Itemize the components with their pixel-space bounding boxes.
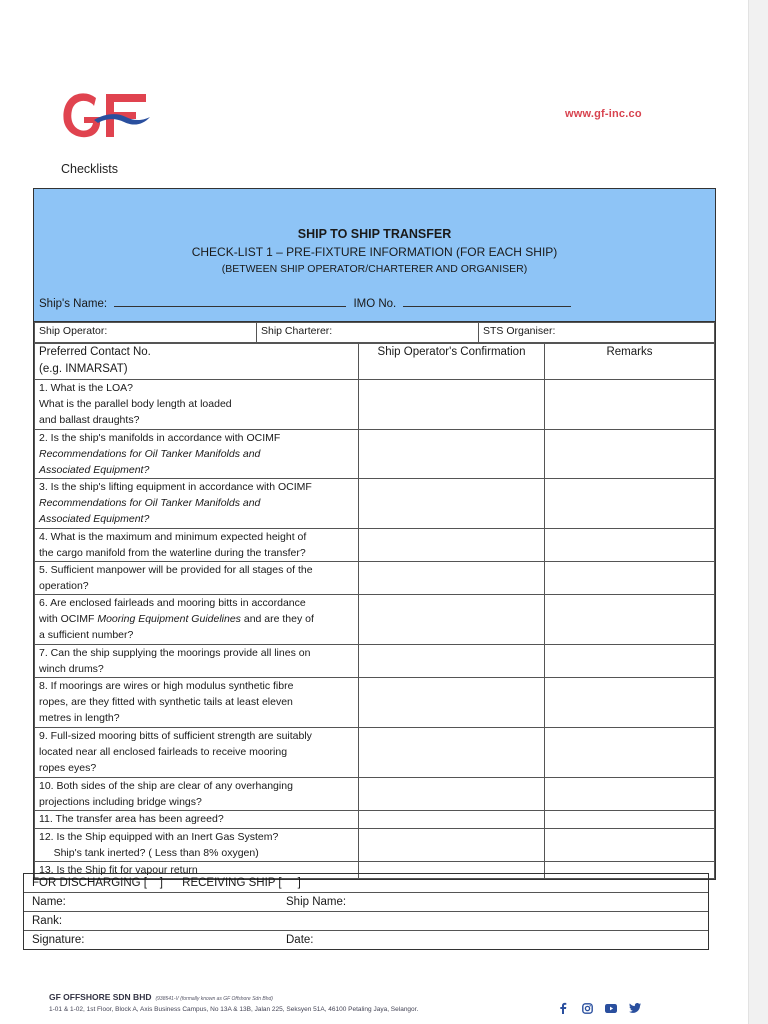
question-8 [35, 678, 359, 728]
question-text: 4. What is the maximum and minimum expected height of [39, 531, 307, 543]
question-text-italic: Recommendations for Oil Tanker Manifolds and [39, 497, 261, 509]
remarks-cell[interactable] [545, 678, 715, 728]
ship-charterer-label: Ship Charterer: [261, 325, 333, 337]
question-11 [35, 811, 359, 829]
remarks-cell[interactable] [545, 430, 715, 479]
ship-charterer-field[interactable] [257, 323, 479, 343]
discharge-receive-row[interactable] [24, 873, 708, 892]
question-3 [35, 479, 359, 529]
question-text: 1. What is the LOA? [39, 382, 133, 394]
question-text: 11. The transfer area has been agreed? [39, 813, 224, 825]
contact-label: Preferred Contact No. [39, 346, 151, 358]
question-text: 10. Both sides of the ship are clear of any overhanging [39, 780, 293, 792]
imo-field[interactable] [403, 295, 571, 307]
company-note: (938541-V (formally known as GF Offshore Sdn Bhd) [155, 996, 273, 1002]
question-row [35, 479, 715, 529]
signature-label: Signature: [32, 934, 85, 946]
question-text [39, 611, 354, 627]
question-row [35, 645, 715, 678]
ship-operator-field[interactable] [35, 323, 257, 343]
question-row [35, 430, 715, 479]
confirmation-cell[interactable] [359, 430, 545, 479]
question-text: winch drums? [39, 663, 104, 675]
question-row [35, 380, 715, 430]
question-row [35, 595, 715, 645]
form-header [34, 189, 715, 322]
question-row [35, 562, 715, 595]
remarks-cell[interactable] [545, 595, 715, 645]
remarks-cell[interactable] [545, 829, 715, 862]
sts-organiser-field[interactable] [479, 323, 715, 343]
discharge-receive-label: FOR DISCHARGING [ ] RECEIVING SHIP [ ] [32, 877, 301, 889]
question-text-italic: Mooring Equipment Guidelines [97, 613, 241, 625]
question-6 [35, 595, 359, 645]
question-row [35, 728, 715, 778]
company-name: GF OFFSHORE SDN BHD [49, 992, 152, 1002]
remarks-cell[interactable] [545, 728, 715, 778]
signature-row[interactable] [24, 930, 708, 949]
question-10 [35, 778, 359, 811]
social-links [556, 1001, 642, 1015]
question-text: and ballast draughts? [39, 414, 140, 426]
question-text: 2. Is the ship's manifolds in accordance with OCIMF [39, 432, 281, 444]
question-text-italic: Associated Equipment? [39, 513, 150, 525]
question-text: 8. If moorings are wires or high modulus synthetic fibre [39, 680, 294, 692]
page-edge [748, 0, 768, 1024]
remarks-cell[interactable] [545, 811, 715, 829]
youtube-icon[interactable] [604, 1001, 618, 1015]
question-text: operation? [39, 580, 89, 592]
remarks-cell[interactable] [545, 778, 715, 811]
question-text: with OCIMF [39, 613, 98, 625]
question-text: the cargo manifold from the waterline during the transfer? [39, 547, 306, 559]
form-title: SHIP TO SHIP TRANSFER [297, 227, 452, 241]
question-text-italic: Associated Equipment? [39, 464, 150, 476]
confirmation-cell[interactable] [359, 645, 545, 678]
footer-address: 1-01 & 1-02, 1st Floor, Block A, Axis Business Campus, No 13A & 13B, Jalan 225, Seksyen 51A, 46100 Petaling Jaya, Selangor. [49, 1006, 419, 1013]
name-row[interactable] [24, 892, 708, 911]
confirmation-header: Ship Operator's Confirmation [359, 344, 545, 380]
contact-cell[interactable] [35, 344, 359, 380]
confirmation-cell[interactable] [359, 728, 545, 778]
question-text: ropes eyes? [39, 762, 97, 774]
remarks-cell[interactable] [545, 380, 715, 430]
confirmation-cell[interactable] [359, 479, 545, 529]
question-text: 5. Sufficient manpower will be provided for all stages of the [39, 564, 313, 576]
question-text: 9. Full-sized mooring bitts of sufficient strength are suitably [39, 730, 312, 742]
confirmation-cell[interactable] [359, 529, 545, 562]
confirmation-cell[interactable] [359, 678, 545, 728]
contact-example: (e.g. INMARSAT) [39, 363, 128, 375]
parties-table [34, 322, 715, 343]
instagram-icon[interactable] [580, 1001, 594, 1015]
question-text: ropes, are they fitted with synthetic tails at least eleven [39, 696, 293, 708]
signoff-block [23, 873, 709, 950]
remarks-cell[interactable] [545, 645, 715, 678]
sts-organiser-label: STS Organiser: [483, 325, 556, 337]
question-text: Ship's tank inerted? ( Less than 8% oxygen) [39, 847, 259, 859]
question-text: 3. Is the ship's lifting equipment in accordance with OCIMF [39, 481, 312, 493]
gf-logo [60, 90, 152, 142]
remarks-cell[interactable] [545, 562, 715, 595]
confirmation-cell[interactable] [359, 562, 545, 595]
remarks-cell[interactable] [545, 529, 715, 562]
question-text: a sufficient number? [39, 629, 134, 641]
checklist-form [33, 188, 716, 880]
question-text: 12. Is the Ship equipped with an Inert Gas System? [39, 831, 279, 843]
name-label: Name: [32, 896, 66, 908]
question-row [35, 829, 715, 862]
question-9 [35, 728, 359, 778]
question-row [35, 811, 715, 829]
remarks-header: Remarks [545, 344, 715, 380]
question-row [35, 678, 715, 728]
question-text: 6. Are enclosed fairleads and mooring bitts in accordance [39, 597, 306, 609]
confirmation-cell[interactable] [359, 811, 545, 829]
question-text-italic: Recommendations for Oil Tanker Manifolds and [39, 448, 261, 460]
question-row [35, 778, 715, 811]
question-text: and are they of [240, 613, 314, 625]
ship-operator-label: Ship Operator: [39, 325, 108, 337]
question-4 [35, 529, 359, 562]
question-text: metres in length? [39, 712, 120, 724]
ship-name-label-bottom: Ship Name: [286, 896, 347, 908]
twitter-icon[interactable] [628, 1001, 642, 1015]
rank-row[interactable] [24, 911, 708, 930]
imo-label: IMO No. [353, 298, 397, 310]
confirmation-cell[interactable] [359, 829, 545, 862]
question-row [35, 529, 715, 562]
confirmation-cell[interactable] [359, 778, 545, 811]
question-text: 7. Can the ship supplying the moorings provide all lines on [39, 647, 311, 659]
question-12 [35, 829, 359, 862]
question-2 [35, 430, 359, 479]
form-subtitle-parties: (BETWEEN SHIP OPERATOR/CHARTERER AND ORGANISER) [221, 263, 528, 275]
facebook-icon[interactable] [556, 1001, 570, 1015]
question-text: What is the parallel body length at loaded [39, 398, 232, 410]
ship-name-label: Ship's Name: [39, 298, 108, 310]
ship-name-field[interactable] [114, 295, 346, 307]
question-text: located near all enclosed fairleads to receive mooring [39, 746, 288, 758]
date-label: Date: [286, 934, 314, 946]
table-header-row [35, 344, 715, 380]
footer-company [49, 992, 273, 1002]
question-5 [35, 562, 359, 595]
question-text: projections including bridge wings? [39, 796, 202, 808]
checklist-table [34, 343, 715, 879]
question-1 [35, 380, 359, 430]
website-link[interactable]: www.gf-inc.co [565, 108, 642, 120]
section-label: Checklists [61, 162, 118, 176]
remarks-cell[interactable] [545, 479, 715, 529]
confirmation-cell[interactable] [359, 595, 545, 645]
question-text: 13. Is the Ship fit for vapour return [39, 864, 198, 876]
ship-name-row [39, 295, 571, 310]
form-subtitle: CHECK-LIST 1 – PRE-FIXTURE INFORMATION (FOR EACH SHIP) [191, 245, 558, 259]
question-7 [35, 645, 359, 678]
rank-label: Rank: [32, 915, 63, 927]
confirmation-cell[interactable] [359, 380, 545, 430]
